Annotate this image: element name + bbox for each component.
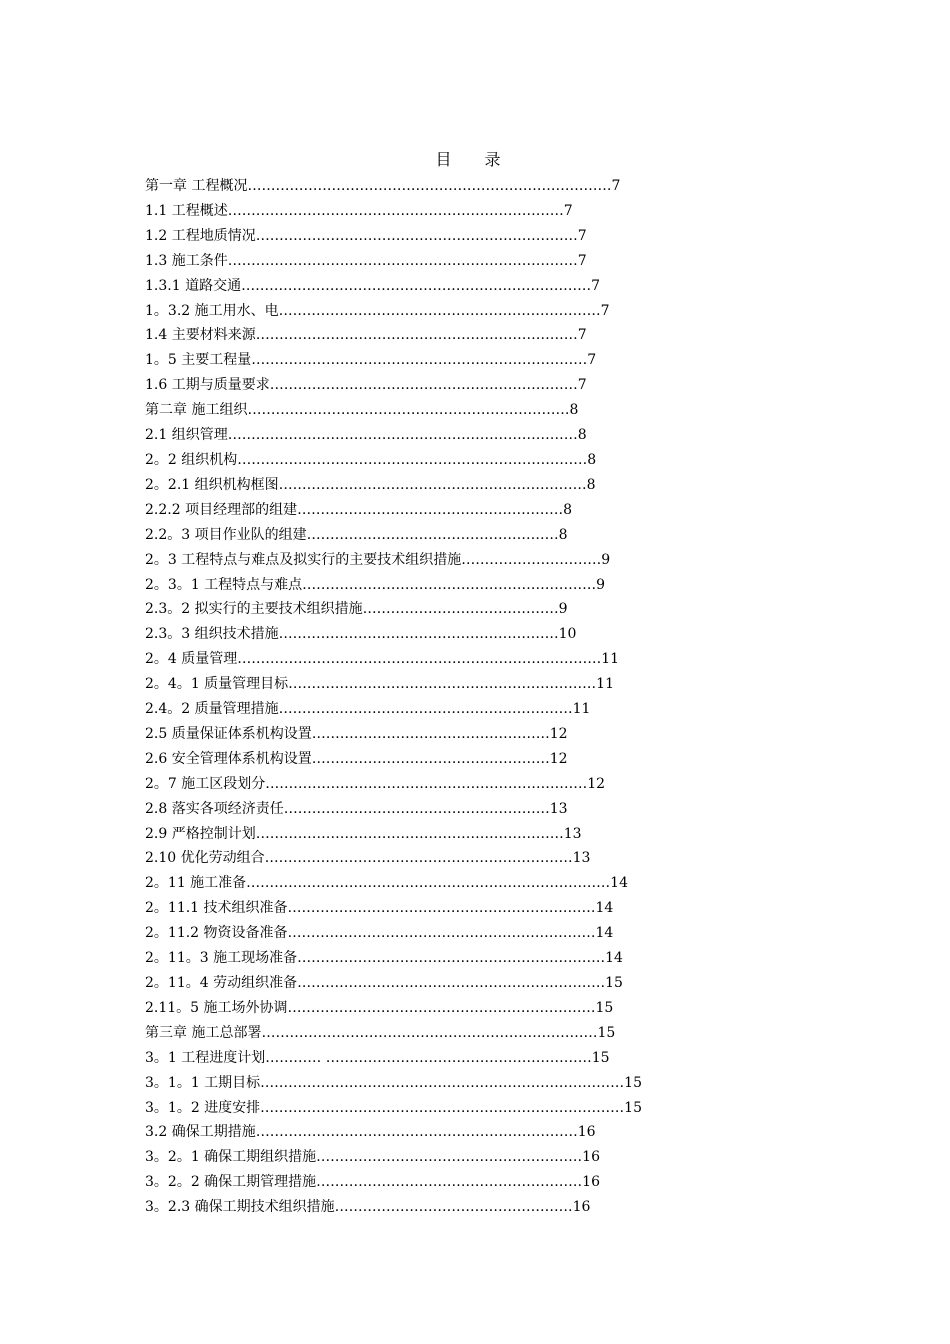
toc-entry-text: 2.3。3 组织技术措施……………………………………………………10 [145, 626, 577, 643]
toc-entry-text: 3。1。2 进度安排……………………………………………………………………15 [145, 1099, 642, 1116]
toc-entry-text: 2.11。5 施工场外协调…………………………………………………………15 [145, 999, 614, 1016]
toc-entry-text: 2.9 严格控制计划…………………………………………………………13 [145, 825, 582, 842]
toc-entry-text: 2.3。2 拟实行的主要技术组织措施……………………………………9 [145, 601, 568, 618]
toc-entry-text: 2.6 安全管理体系机构设置……………………………………………12 [145, 750, 568, 767]
toc-title: 目 录 [435, 150, 515, 169]
toc-entry-text: 2。2 组织机构…………………………………………………………………8 [145, 451, 597, 468]
toc-entry-text: 3。2.3 确保工期技术组织措施……………………………………………16 [145, 1199, 591, 1216]
toc-entry [145, 323, 642, 348]
toc-entry-text: 1.4 主要材料来源……………………………………………………………7 [145, 327, 587, 344]
toc-entry-text: 第二章 施工组织……………………………………………………………8 [145, 402, 579, 419]
toc-entry [145, 199, 642, 224]
toc-entry-text: 1.1 工程概述………………………………………………………………7 [145, 202, 573, 219]
toc-entry-text: 2。4。1 质量管理目标…………………………………………………………11 [145, 676, 614, 693]
toc-entry [145, 747, 642, 772]
toc-entry-text: 2.2。3 项目作业队的组建………………………………………………8 [145, 526, 568, 543]
toc-entry-text: 2.10 优化劳动组合…………………………………………………………13 [145, 850, 591, 867]
toc-entry-text: 2.2.2 项目经理部的组建…………………………………………………8 [145, 501, 572, 518]
toc-entry-text: 3。1 工程进度计划………… …………………………………………………15 [145, 1049, 610, 1066]
toc-entry [145, 672, 642, 697]
toc-list [145, 174, 642, 1220]
toc-entry [145, 498, 642, 523]
toc-entry-text: 2。3。1 工程特点与难点………………………………………………………9 [145, 576, 606, 593]
toc-entry [145, 423, 642, 448]
toc-entry-text: 3。2。2 确保工期管理措施…………………………………………………16 [145, 1174, 600, 1191]
toc-entry-text: 2。11 施工准备……………………………………………………………………14 [145, 875, 628, 892]
toc-entry-text: 2。3 工程特点与难点及拟实行的主要技术组织措施…………………………9 [145, 551, 611, 568]
toc-entry [145, 348, 642, 373]
toc-entry-text: 2。11。4 劳动组织准备…………………………………………………………15 [145, 975, 623, 991]
toc-entry [145, 772, 642, 797]
toc-entry-text: 3。2。1 确保工期组织措施…………………………………………………16 [145, 1149, 600, 1166]
toc-entry [145, 921, 642, 946]
toc-entry [145, 697, 642, 722]
toc-entry [145, 1046, 642, 1071]
toc-entry-text: 第三章 施工总部署………………………………………………………………15 [145, 1024, 616, 1041]
toc-entry-text: 2。7 施工区段划分……………………………………………………………12 [145, 775, 606, 792]
toc-entry-text: 2。11。3 施工现场准备…………………………………………………………14 [145, 950, 623, 967]
toc-entry [145, 822, 642, 847]
toc-entry [145, 1096, 642, 1121]
toc-entry [145, 573, 642, 598]
toc-entry-text: 1.3.1 道路交通…………………………………………………………………7 [145, 277, 600, 294]
toc-entry-text: 1.2 工程地质情况……………………………………………………………7 [145, 227, 587, 244]
toc-entry [145, 622, 642, 647]
toc-entry [145, 373, 642, 398]
toc-entry [145, 174, 642, 199]
toc-entry-text: 第一章 工程概况……………………………………………………………………7 [145, 178, 621, 194]
toc-entry-text: 2。11.2 物资设备准备…………………………………………………………14 [145, 925, 614, 942]
toc-entry-text: 1.3 施工条件…………………………………………………………………7 [145, 252, 587, 269]
toc-entry [145, 1195, 642, 1220]
toc-entry-text: 1。5 主要工程量………………………………………………………………7 [145, 352, 597, 369]
toc-entry-text: 2。2.1 组织机构框图…………………………………………………………8 [145, 476, 596, 493]
toc-entry [145, 946, 642, 971]
toc-entry [145, 896, 642, 921]
toc-entry-text: 1.6 工期与质量要求…………………………………………………………7 [145, 377, 587, 394]
toc-entry-text: 3。1。1 工期目标……………………………………………………………………15 [145, 1074, 642, 1091]
toc-entry [145, 647, 642, 672]
toc-entry [145, 299, 642, 324]
toc-entry [145, 1071, 642, 1096]
toc-entry-text: 2.5 质量保证体系机构设置……………………………………………12 [145, 725, 568, 742]
toc-entry [145, 597, 642, 622]
toc-entry [145, 224, 642, 249]
toc-entry-text: 2。4 质量管理……………………………………………………………………11 [145, 651, 620, 668]
toc-entry [145, 996, 642, 1021]
toc-entry-text: 2.4。2 质量管理措施………………………………………………………11 [145, 701, 591, 718]
toc-entry [145, 274, 642, 299]
toc-entry [145, 249, 642, 274]
toc-entry [145, 846, 642, 871]
toc-entry-text: 1。3.2 施工用水、电……………………………………………………………7 [145, 302, 610, 319]
toc-entry [145, 523, 642, 548]
toc-entry [145, 1021, 642, 1046]
toc-entry [145, 722, 642, 747]
toc-entry [145, 1170, 642, 1195]
toc-entry [145, 548, 642, 573]
toc-entry [145, 448, 642, 473]
toc-entry [145, 1120, 642, 1145]
toc-entry [145, 1145, 642, 1170]
toc-entry [145, 871, 642, 896]
toc-entry-text: 2.8 落实各项经济责任…………………………………………………13 [145, 800, 568, 817]
toc-entry [145, 473, 642, 498]
toc-entry-text: 2。11.1 技术组织准备…………………………………………………………14 [145, 900, 614, 917]
toc-entry-text: 3.2 确保工期措施……………………………………………………………16 [145, 1124, 596, 1141]
toc-entry [145, 797, 642, 822]
toc-entry [145, 398, 642, 423]
toc-entry-text: 2.1 组织管理…………………………………………………………………8 [145, 427, 587, 444]
toc-entry [145, 971, 642, 996]
